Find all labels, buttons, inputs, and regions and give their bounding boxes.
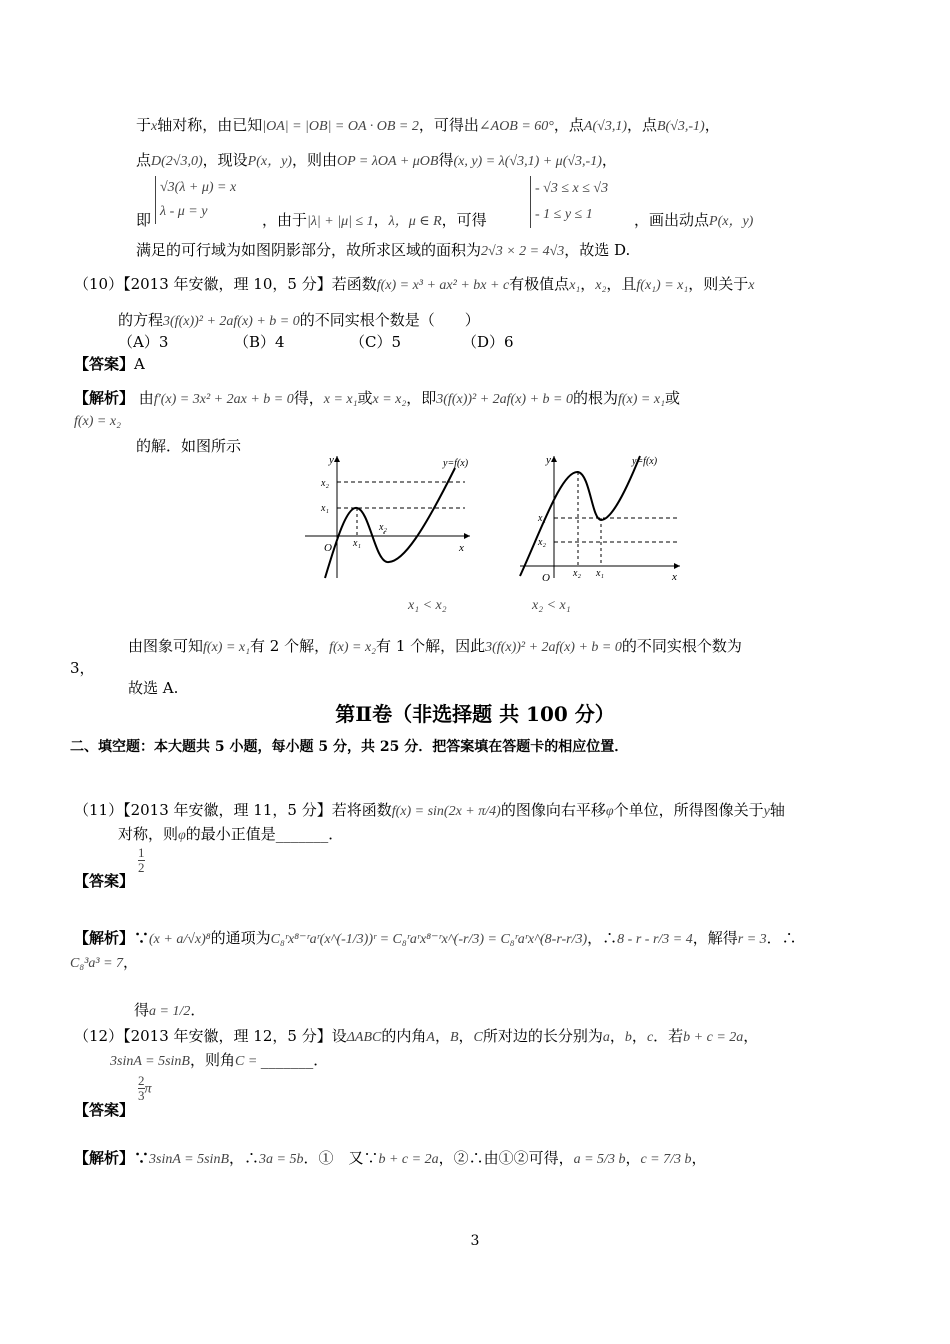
q10-conclusion-line3: 故选 A. — [128, 679, 179, 697]
q10-stem-line2: 的方程3(f(x))² + 2af(x) + b = 0的不同实根个数是（ ） — [118, 311, 480, 329]
section-fill-in-blank: 二、填空题：本大题共 5 小题，每小题 5 分，共 25 分．把答案填在答题卡的相应位置． — [70, 739, 629, 755]
p9-line2: 点D(2√3,0)，现设P(x，y)，则由OP = λOA + μOB得(x, y) = λ(√3,1) + μ(√3,-1)， — [136, 151, 617, 169]
q10-conclusion-line1: 由图象可知f(x) = x₁有 2 个解，f(x) = x₂有 1 个解，因此3(f(x))² + 2af(x) + b = 0的不同实根个数为 — [128, 637, 742, 655]
x-tick-x1: x₁ — [353, 538, 361, 549]
q12-answer-label: 【答案】 — [74, 1101, 135, 1119]
graph2-condition: x₂ < x₁ — [532, 598, 571, 613]
graph1-condition: x₁ < x₂ — [408, 598, 447, 613]
q12-answer-value: $\frac{2}{3}$ π — [138, 1073, 152, 1103]
choice-d: （D）6 — [462, 333, 514, 351]
p9-line1: 于x轴对称，由已知|OA| = |OB| = OA · OB = 2，可得出∠AOB = 60°，点A(√3,1)，点B(√3,-1)， — [136, 116, 720, 134]
origin-label: O — [542, 572, 550, 584]
q11-stem-line2: 对称，则φ的最小正值是_______． — [118, 825, 344, 843]
p9-line3-end: ，画出动点P(x，y) — [634, 211, 754, 229]
q10-stem-line1: （10）【2013 年安徽，理 10，5 分】若函数f(x) = x³ + ax² + bx + c有极值点x₁，x₂，且f(x₁) = x₁，则关于x — [74, 275, 755, 293]
q10-answer: 【答案】A — [74, 355, 145, 373]
q10-conclusion-line2: 3， — [70, 659, 95, 677]
x-tick-x2: x₂ — [379, 522, 387, 533]
graph-x2-less-x1 — [512, 448, 692, 588]
q11-solution-line3: 得a = 1/2． — [134, 1001, 206, 1019]
q11-answer-label: 【答案】 — [74, 872, 135, 890]
part2-heading: 第Ⅱ卷（非选择题 共 100 分） — [335, 702, 615, 726]
q11-solution-line1: 【解析】∵(x + a/√x)⁸的通项为C₈ʳx⁸⁻ʳaʳ(x^(-1/3))ʳ = C₈ʳaʳx⁸⁻ʳx^(-r/3) = C₈ʳaʳx^(8-r-r/3)，∴8 - r - r/3 = 4，解得r = 3．∴ — [74, 929, 797, 947]
origin-label: O — [324, 542, 332, 554]
y-tick-x1: x₁ — [538, 513, 546, 524]
y-label: y — [546, 454, 551, 466]
q10-solution-line2: f(x) = x₂ — [74, 414, 121, 429]
q12-stem-line2: 3sinA = 5sinB，则角C = _______． — [110, 1051, 329, 1069]
q11-solution-line2: C₈³a³ = 7， — [70, 953, 139, 971]
graph-x1-less-x2 — [295, 448, 485, 588]
x-tick-x1: x₁ — [596, 568, 604, 579]
p9-line4: 满足的可行域为如图阴影部分，故所求区域的面积为2√3 × 2 = 4√3，故选 D. — [136, 241, 631, 259]
choice-b: （B）4 — [234, 333, 285, 351]
choice-c: （C）5 — [350, 333, 402, 351]
y-tick-x1: x₁ — [321, 503, 329, 514]
page-number: 3 — [470, 1233, 480, 1249]
equation-system-2: - √3 ≤ x ≤ √3 - 1 ≤ y ≤ 1 — [530, 176, 608, 228]
curve-label: y=f(x) — [632, 456, 658, 467]
p9-line3-label: 即 — [136, 211, 152, 229]
curve-f — [325, 468, 455, 578]
equation-system-1: √3(λ + μ) = x λ - μ = y — [155, 176, 236, 224]
p9-line3-mid: ，由于|λ| + |μ| ≤ 1，λ，μ ∈ R，可得 — [262, 211, 487, 229]
y-label: y — [329, 454, 334, 466]
q11-stem-line1: （11）【2013 年安徽，理 11，5 分】若将函数f(x) = sin(2x + π/4)的图像向右平移φ个单位，所得图像关于y轴 — [74, 801, 785, 819]
x-label: x — [459, 542, 464, 554]
q11-answer-fraction: $\frac{1}{2}$ — [138, 845, 145, 875]
y-tick-x2: x₂ — [321, 478, 329, 489]
x-label: x — [672, 571, 677, 583]
choice-a: （A）3 — [118, 333, 169, 351]
curve-label: y=f(x) — [443, 458, 469, 469]
q12-stem-line1: （12）【2013 年安徽，理 12，5 分】设ΔABC的内角A，B，C所对边的长分别为a，b，c．若b + c = 2a， — [74, 1027, 759, 1045]
x-tick-x2: x₂ — [573, 568, 581, 579]
y-tick-x2: x₂ — [538, 537, 546, 548]
q10-solution-line3: 的解．如图所示 — [136, 437, 242, 455]
q10-solution-line1: 【解析】 由f′(x) = 3x² + 2ax + b = 0得，x = x₁或x = x₂，即3(f(x))² + 2af(x) + b = 0的根为f(x) = x₁或 — [74, 389, 680, 407]
q12-solution-line1: 【解析】∵3sinA = 5sinB，∴3a = 5b．① 又∵b + c = 2a，②∴由①②可得，a = 5/3 b，c = 7/3 b， — [74, 1149, 707, 1167]
